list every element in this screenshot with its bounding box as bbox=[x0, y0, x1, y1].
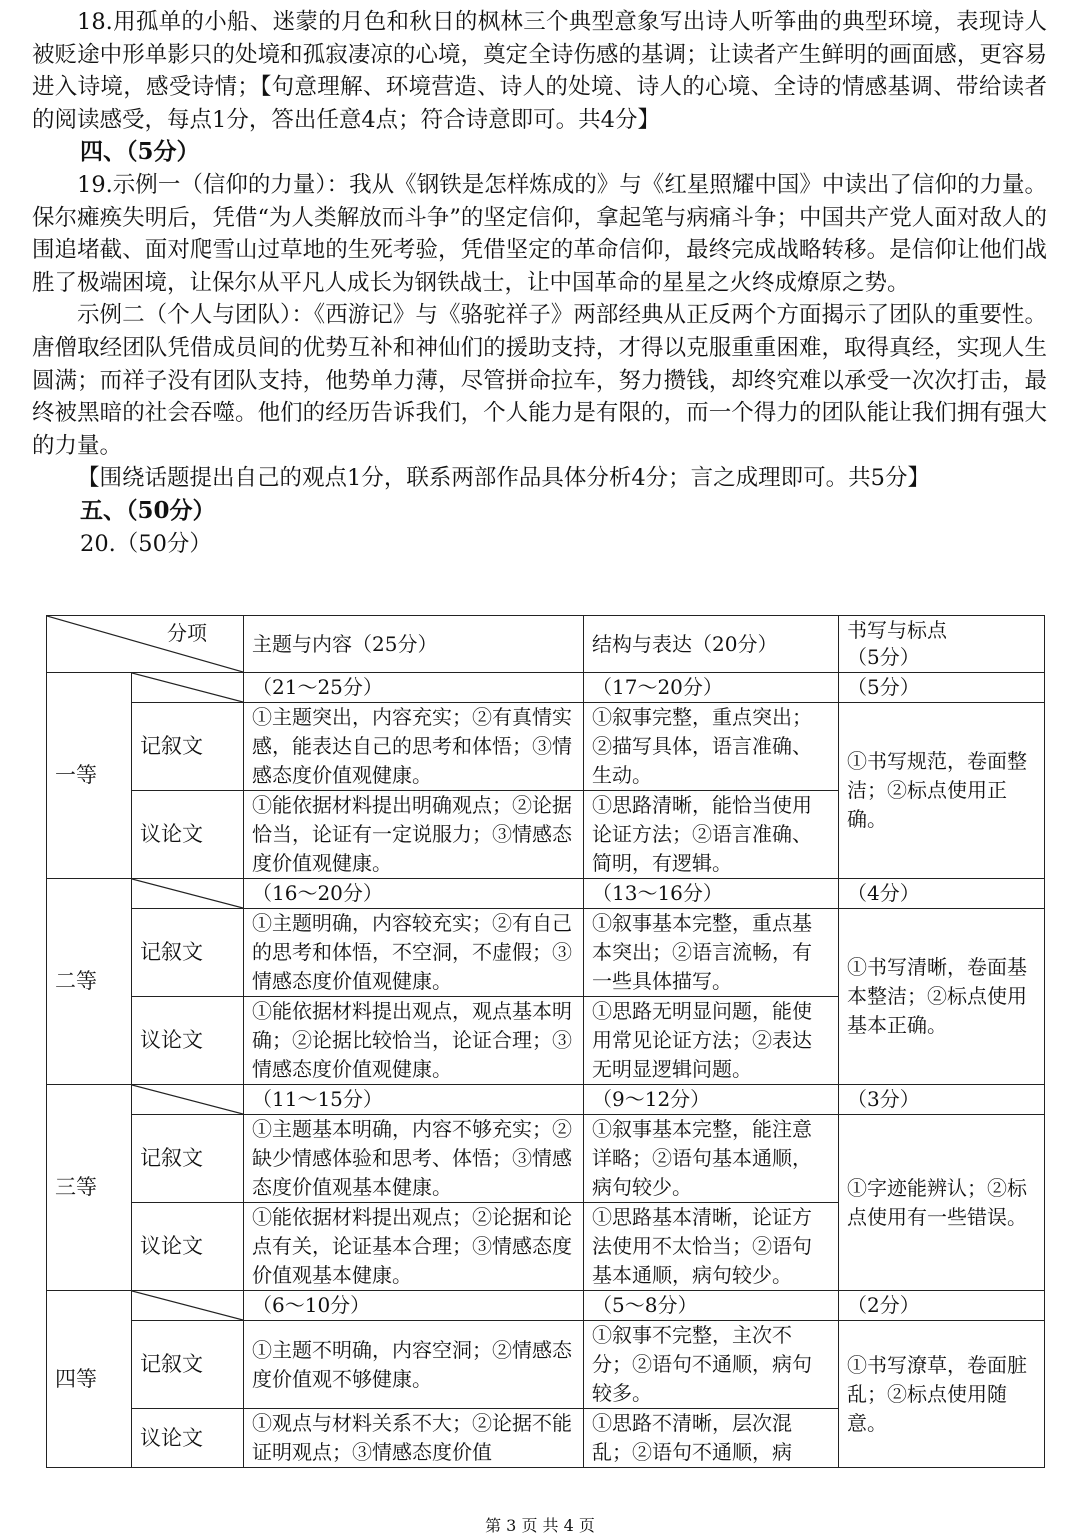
diagonal-line-icon bbox=[132, 1085, 243, 1114]
level-2-argument-structure: ①思路无明显问题，能使用常见论证方法；②表达无明显逻辑问题。 bbox=[584, 997, 839, 1085]
level-2-narrative-structure: ①叙事基本完整，重点基本突出；②语言流畅，有一些具体描写。 bbox=[584, 909, 839, 997]
level-1-narrative-content: ①主题突出，内容充实；②有真情实感，能表达自己的思考和体悟；③情感态度价值观健康。 bbox=[244, 703, 584, 791]
answer-19-scoring: 【围绕话题提出自己的观点1分，联系两部作品具体分析4分；言之成理即可。共5分】 bbox=[77, 465, 930, 492]
level-1-writing: ①书写规范，卷面整洁；②标点使用正确。 bbox=[839, 703, 1045, 879]
level-4-argument-type: 议论文 bbox=[132, 1409, 244, 1468]
answer-19-example-2: 示例二（个人与团队）：《西游记》与《骆驼祥子》两部经典从正反两个方面揭示了团队的重要性。唐僧取经团队凭借成员间的优势互补和神仙们的援助支持，才得以克服重重困难，取得真经，实现人生圆满；而祥子没有团队支持，他势单力薄，尽管拼命拉车，努力攒钱，却终究难以承受一次次打击，最终被黑暗的社会吞噬。他们的经历告诉我们，个人能力是有限的，而一个得力的团队能让我们拥有强大的力量。 bbox=[32, 302, 1047, 459]
level-2-narrative-type: 记叙文 bbox=[132, 909, 244, 997]
level-2-writing: ①书写清晰，卷面基本整洁；②标点使用基本正确。 bbox=[839, 909, 1045, 1085]
table-corner-cell bbox=[47, 616, 244, 673]
level-1-diag-cell bbox=[132, 673, 244, 703]
col-header-writing: 书写与标点 （5分） bbox=[839, 616, 1045, 673]
level-3-writing-range: （3分） bbox=[839, 1085, 1045, 1115]
level-3-writing: ①字迹能辨认；②标点使用有一些错误。 bbox=[839, 1115, 1045, 1291]
level-1-argument-type: 议论文 bbox=[132, 791, 244, 879]
level-1-narrative-type: 记叙文 bbox=[132, 703, 244, 791]
level-3-narrative-type: 记叙文 bbox=[132, 1115, 244, 1203]
level-4-label: 四等 bbox=[47, 1291, 132, 1468]
level-3-argument-structure: ①思路基本清晰，论证方法使用不太恰当；②语句基本通顺，病句较少。 bbox=[584, 1203, 839, 1291]
level-1-argument-structure: ①思路清晰，能恰当使用论证方法；②语言准确、简明，有逻辑。 bbox=[584, 791, 839, 879]
diagonal-line-icon bbox=[132, 673, 243, 702]
col-header-structure: 结构与表达（20分） bbox=[584, 616, 839, 673]
section-heading-4: 四、（5分） bbox=[80, 138, 200, 166]
level-4-structure-range: （5～8分） bbox=[584, 1291, 839, 1321]
level-1-narrative-structure: ①叙事完整，重点突出；②描写具体，语言准确、生动。 bbox=[584, 703, 839, 791]
diagonal-line-icon bbox=[47, 616, 243, 672]
level-4-diag-cell bbox=[132, 1291, 244, 1321]
level-3-structure-range: （9～12分） bbox=[584, 1085, 839, 1115]
level-1-content-range: （21～25分） bbox=[244, 673, 584, 703]
level-4-argument-content: ①观点与材料关系不大；②论据不能证明观点；③情感态度价值 bbox=[244, 1409, 584, 1468]
section-heading-5: 五、（50分） bbox=[80, 496, 216, 524]
level-1-argument-content: ①能依据材料提出明确观点；②论据恰当，论证有一定说服力；③情感态度价值观健康。 bbox=[244, 791, 584, 879]
level-3-label: 三等 bbox=[47, 1085, 132, 1291]
level-3-content-range: （11～15分） bbox=[244, 1085, 584, 1115]
level-3-narrative-structure: ①叙事基本完整，能注意详略；②语句基本通顺，病句较少。 bbox=[584, 1115, 839, 1203]
level-2-label: 二等 bbox=[47, 879, 132, 1085]
diagonal-line-icon bbox=[132, 879, 243, 908]
level-4-narrative-content: ①主题不明确，内容空洞；②情感态度价值观不够健康。 bbox=[244, 1321, 584, 1409]
level-1-label: 一等 bbox=[47, 673, 132, 879]
page-footer: 第 3 页 共 4 页 bbox=[485, 1516, 595, 1535]
level-2-argument-content: ①能依据材料提出观点，观点基本明确；②论据比较恰当，论证合理；③情感态度价值观健康。 bbox=[244, 997, 584, 1085]
level-2-content-range: （16～20分） bbox=[244, 879, 584, 909]
corner-label: 分项 bbox=[167, 621, 207, 645]
col-header-content: 主题与内容（25分） bbox=[244, 616, 584, 673]
level-4-argument-structure: ①思路不清晰，层次混乱；②语句不通顺，病 bbox=[584, 1409, 839, 1468]
level-3-narrative-content: ①主题基本明确，内容不够充实；②缺少情感体验和思考、体悟；③情感态度价值观基本健康。 bbox=[244, 1115, 584, 1203]
level-4-narrative-structure: ①叙事不完整，主次不分；②语句不通顺，病句较多。 bbox=[584, 1321, 839, 1409]
essay-scoring-table bbox=[46, 615, 1045, 1468]
level-3-diag-cell bbox=[132, 1085, 244, 1115]
level-2-narrative-content: ①主题明确，内容较充实；②有自己的思考和体悟，不空洞，不虚假；③情感态度价值观健康。 bbox=[244, 909, 584, 997]
level-2-structure-range: （13～16分） bbox=[584, 879, 839, 909]
level-4-narrative-type: 记叙文 bbox=[132, 1321, 244, 1409]
level-2-writing-range: （4分） bbox=[839, 879, 1045, 909]
level-2-diag-cell bbox=[132, 879, 244, 909]
answer-18: 18.用孤单的小船、迷蒙的月色和秋日的枫林三个典型意象写出诗人听筝曲的典型环境，表现诗人被贬途中形单影只的处境和孤寂凄凉的心境，奠定全诗伤感的基调；让读者产生鲜明的画面感，更容易进入诗境，感受诗情；【句意理解、环境营造、诗人的处境、诗人的心境、全诗的情感基调、带给读者的阅读感受，每点1分，答出任意4点；符合诗意即可。共4分】 bbox=[32, 9, 1047, 133]
answer-text-block bbox=[32, 6, 1047, 560]
level-3-argument-content: ①能依据材料提出观点；②论据和论点有关，论证基本合理；③情感态度价值观基本健康。 bbox=[244, 1203, 584, 1291]
question-20-label: 20.（50分） bbox=[80, 530, 212, 557]
level-4-writing-range: （2分） bbox=[839, 1291, 1045, 1321]
level-3-argument-type: 议论文 bbox=[132, 1203, 244, 1291]
level-1-writing-range: （5分） bbox=[839, 673, 1045, 703]
level-4-writing: ①书写潦草，卷面脏乱；②标点使用随意。 bbox=[839, 1321, 1045, 1468]
level-4-content-range: （6～10分） bbox=[244, 1291, 584, 1321]
answer-19-example-1: 19.示例一（信仰的力量）：我从《钢铁是怎样炼成的》与《红星照耀中国》中读出了信仰的力量。保尔瘫痪失明后，凭借“为人类解放而斗争”的坚定信仰，拿起笔与病痛斗争；中国共产党人面对敌人的围追堵截、面对爬雪山过草地的生死考验，凭借坚定的革命信仰，最终完成战略转移。是信仰让他们战胜了极端困境，让保尔从平凡人成长为钢铁战士，让中国革命的星星之火终成燎原之势。 bbox=[32, 171, 1047, 296]
diagonal-line-icon bbox=[132, 1291, 243, 1320]
level-2-argument-type: 议论文 bbox=[132, 997, 244, 1085]
level-1-structure-range: （17～20分） bbox=[584, 673, 839, 703]
